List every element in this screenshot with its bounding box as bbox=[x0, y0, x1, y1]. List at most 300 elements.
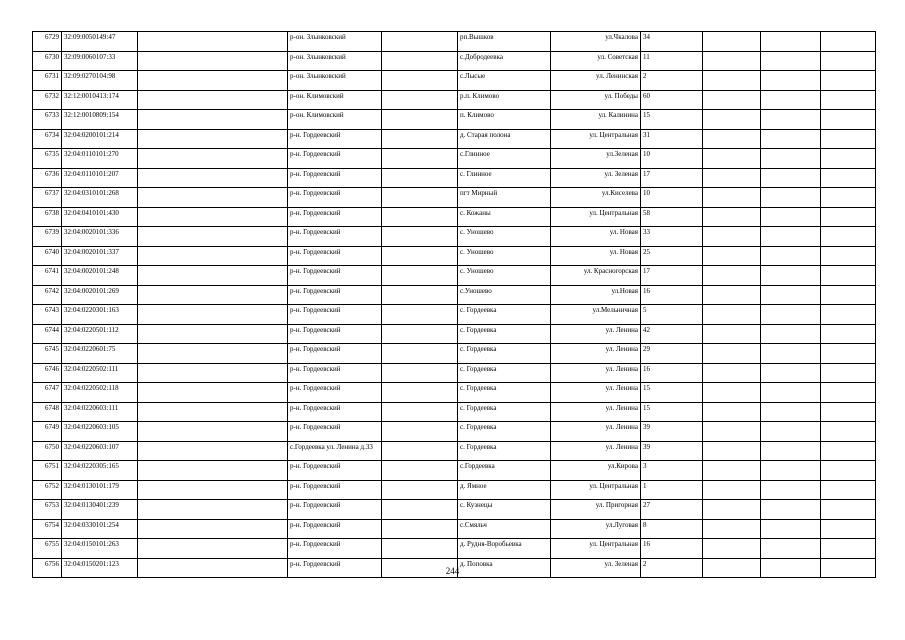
empty-cell-cell bbox=[761, 363, 821, 383]
settlement-cell: с. Гордеевка bbox=[458, 422, 551, 442]
row-number-cell: 6747 bbox=[33, 383, 62, 403]
district-cell: р-н. Гордеевский bbox=[288, 383, 382, 403]
street-cell: ул.Луговая bbox=[551, 519, 641, 539]
district-cell: р-н. Гордеевский bbox=[288, 149, 382, 169]
empty-cell-cell bbox=[703, 480, 761, 500]
empty-cell-cell bbox=[761, 480, 821, 500]
registry-table bbox=[32, 31, 876, 578]
empty-cell-cell bbox=[761, 207, 821, 227]
cadastral-number-cell: 32:04:0220502:111 bbox=[62, 363, 138, 383]
row-number-cell: 6746 bbox=[33, 363, 62, 383]
empty-cell-cell bbox=[821, 188, 876, 208]
row-number-cell: 6756 bbox=[33, 558, 62, 578]
empty-cell-cell bbox=[821, 90, 876, 110]
row-number-cell: 6734 bbox=[33, 129, 62, 149]
empty-cell-cell bbox=[703, 71, 761, 91]
cadastral-number-cell: 32:12:0010413:174 bbox=[62, 90, 138, 110]
street-cell: ул. Ленина bbox=[551, 344, 641, 364]
row-number-cell: 6750 bbox=[33, 441, 62, 461]
house-number-cell: 29 bbox=[641, 344, 703, 364]
district-cell: р-н. Гордеевский bbox=[288, 266, 382, 286]
settlement-cell: с.Лысые bbox=[458, 71, 551, 91]
district-cell: с.Гордеевка ул. Ленина д.33 bbox=[288, 441, 382, 461]
cadastral-number-cell: 32:04:0220603:105 bbox=[62, 422, 138, 442]
row-number-cell: 6741 bbox=[33, 266, 62, 286]
settlement-cell: с. Уношево bbox=[458, 246, 551, 266]
row-number-cell: 6754 bbox=[33, 519, 62, 539]
empty-cell-cell bbox=[761, 500, 821, 520]
empty-cell-cell bbox=[382, 480, 458, 500]
empty-cell-cell bbox=[821, 71, 876, 91]
district-cell: р-н. Гордеевский bbox=[288, 480, 382, 500]
empty-cell-cell bbox=[821, 422, 876, 442]
empty-cell-cell bbox=[761, 149, 821, 169]
district-cell: р-н. Гордеевский bbox=[288, 519, 382, 539]
street-cell: ул. Центральная bbox=[551, 207, 641, 227]
settlement-cell: с. Гордеевка bbox=[458, 363, 551, 383]
table-row bbox=[33, 71, 876, 91]
table-row bbox=[33, 422, 876, 442]
row-number-cell: 6739 bbox=[33, 227, 62, 247]
empty-cell-cell bbox=[382, 383, 458, 403]
street-cell: ул. Ленина bbox=[551, 324, 641, 344]
row-number-cell: 6752 bbox=[33, 480, 62, 500]
empty-cell-cell bbox=[382, 149, 458, 169]
house-number-cell: 10 bbox=[641, 188, 703, 208]
empty-cell-cell bbox=[821, 402, 876, 422]
empty-cell-cell bbox=[138, 402, 288, 422]
street-cell: ул. Ленина bbox=[551, 441, 641, 461]
house-number-cell: 42 bbox=[641, 324, 703, 344]
district-cell: р-н. Гордеевский bbox=[288, 227, 382, 247]
empty-cell-cell bbox=[821, 207, 876, 227]
cadastral-number-cell: 32:09:0060107:33 bbox=[62, 51, 138, 71]
cadastral-number-cell: 32:04:0020101:337 bbox=[62, 246, 138, 266]
table-row bbox=[33, 188, 876, 208]
street-cell: ул. Красногорская bbox=[551, 266, 641, 286]
settlement-cell: с.Гордеевка bbox=[458, 461, 551, 481]
empty-cell-cell bbox=[382, 110, 458, 130]
settlement-cell: с. Гордеевка bbox=[458, 324, 551, 344]
cadastral-number-cell: 32:04:0410101:430 bbox=[62, 207, 138, 227]
empty-cell-cell bbox=[703, 539, 761, 559]
settlement-cell: д. Рудня-Воробьевка bbox=[458, 539, 551, 559]
empty-cell-cell bbox=[382, 519, 458, 539]
district-cell: р-н. Гордеевский bbox=[288, 246, 382, 266]
empty-cell-cell bbox=[138, 519, 288, 539]
empty-cell-cell bbox=[382, 441, 458, 461]
empty-cell-cell bbox=[138, 90, 288, 110]
row-number-cell: 6731 bbox=[33, 71, 62, 91]
house-number-cell: 33 bbox=[641, 227, 703, 247]
empty-cell-cell bbox=[703, 32, 761, 52]
cadastral-number-cell: 32:04:0020101:248 bbox=[62, 266, 138, 286]
empty-cell-cell bbox=[382, 305, 458, 325]
empty-cell-cell bbox=[382, 539, 458, 559]
house-number-cell: 1 bbox=[641, 480, 703, 500]
street-cell: ул.Мельничная bbox=[551, 305, 641, 325]
empty-cell-cell bbox=[761, 246, 821, 266]
empty-cell-cell bbox=[703, 324, 761, 344]
table-row bbox=[33, 51, 876, 71]
empty-cell-cell bbox=[138, 461, 288, 481]
empty-cell-cell bbox=[703, 168, 761, 188]
settlement-cell: д. Ямное bbox=[458, 480, 551, 500]
empty-cell-cell bbox=[821, 32, 876, 52]
empty-cell-cell bbox=[382, 344, 458, 364]
empty-cell-cell bbox=[761, 71, 821, 91]
empty-cell-cell bbox=[703, 51, 761, 71]
empty-cell-cell bbox=[138, 500, 288, 520]
cadastral-number-cell: 32:04:0200101:214 bbox=[62, 129, 138, 149]
empty-cell-cell bbox=[382, 500, 458, 520]
empty-cell-cell bbox=[761, 266, 821, 286]
empty-cell-cell bbox=[761, 51, 821, 71]
empty-cell-cell bbox=[703, 402, 761, 422]
empty-cell-cell bbox=[761, 32, 821, 52]
table-row bbox=[33, 500, 876, 520]
settlement-cell: с. Гордеевка bbox=[458, 305, 551, 325]
row-number-cell: 6755 bbox=[33, 539, 62, 559]
street-cell: ул. Ленина bbox=[551, 383, 641, 403]
house-number-cell: 15 bbox=[641, 383, 703, 403]
row-number-cell: 6743 bbox=[33, 305, 62, 325]
district-cell: р-он. Климовский bbox=[288, 90, 382, 110]
table-row bbox=[33, 383, 876, 403]
empty-cell-cell bbox=[382, 246, 458, 266]
empty-cell-cell bbox=[821, 266, 876, 286]
district-cell: р-он. Злынковский bbox=[288, 71, 382, 91]
cadastral-number-cell: 32:04:0150201:123 bbox=[62, 558, 138, 578]
house-number-cell: 10 bbox=[641, 149, 703, 169]
house-number-cell: 34 bbox=[641, 32, 703, 52]
empty-cell-cell bbox=[761, 383, 821, 403]
row-number-cell: 6738 bbox=[33, 207, 62, 227]
table-row bbox=[33, 344, 876, 364]
street-cell: ул. Новая bbox=[551, 227, 641, 247]
cadastral-number-cell: 32:09:0050149:47 bbox=[62, 32, 138, 52]
empty-cell-cell bbox=[761, 110, 821, 130]
settlement-cell: рп.Вышков bbox=[458, 32, 551, 52]
row-number-cell: 6735 bbox=[33, 149, 62, 169]
empty-cell-cell bbox=[703, 519, 761, 539]
empty-cell-cell bbox=[703, 246, 761, 266]
table-row bbox=[33, 480, 876, 500]
district-cell: р-н. Гордеевский bbox=[288, 188, 382, 208]
district-cell: р-он. Климовский bbox=[288, 110, 382, 130]
table-row bbox=[33, 539, 876, 559]
house-number-cell: 16 bbox=[641, 285, 703, 305]
settlement-cell: д. Старая полона bbox=[458, 129, 551, 149]
settlement-cell: с. Гордеевка bbox=[458, 344, 551, 364]
settlement-cell: с.Уношево bbox=[458, 285, 551, 305]
street-cell: ул. Пригорная bbox=[551, 500, 641, 520]
empty-cell-cell bbox=[761, 188, 821, 208]
table-row bbox=[33, 168, 876, 188]
settlement-cell: с. Гордеевка bbox=[458, 402, 551, 422]
district-cell: р-н. Гордеевский bbox=[288, 402, 382, 422]
empty-cell-cell bbox=[821, 461, 876, 481]
cadastral-number-cell: 32:04:0220601:75 bbox=[62, 344, 138, 364]
empty-cell-cell bbox=[382, 461, 458, 481]
empty-cell-cell bbox=[703, 207, 761, 227]
empty-cell-cell bbox=[821, 363, 876, 383]
empty-cell-cell bbox=[821, 168, 876, 188]
settlement-cell: с. Кожаны bbox=[458, 207, 551, 227]
empty-cell-cell bbox=[382, 71, 458, 91]
empty-cell-cell bbox=[703, 188, 761, 208]
empty-cell-cell bbox=[138, 480, 288, 500]
empty-cell-cell bbox=[821, 441, 876, 461]
empty-cell-cell bbox=[761, 519, 821, 539]
cadastral-number-cell: 32:04:0220501:112 bbox=[62, 324, 138, 344]
cadastral-number-cell: 32:04:0310101:268 bbox=[62, 188, 138, 208]
cadastral-number-cell: 32:04:0130401:239 bbox=[62, 500, 138, 520]
settlement-cell: с. Гордеевка bbox=[458, 383, 551, 403]
cadastral-number-cell: 32:04:0220301:163 bbox=[62, 305, 138, 325]
table-row bbox=[33, 266, 876, 286]
empty-cell-cell bbox=[138, 305, 288, 325]
district-cell: р-н. Гордеевский bbox=[288, 207, 382, 227]
row-number-cell: 6737 bbox=[33, 188, 62, 208]
empty-cell-cell bbox=[703, 110, 761, 130]
empty-cell-cell bbox=[761, 129, 821, 149]
settlement-cell: д. Поповка bbox=[458, 558, 551, 578]
house-number-cell: 58 bbox=[641, 207, 703, 227]
empty-cell-cell bbox=[382, 422, 458, 442]
empty-cell-cell bbox=[821, 539, 876, 559]
house-number-cell: 8 bbox=[641, 519, 703, 539]
street-cell: ул. Центральная bbox=[551, 480, 641, 500]
row-number-cell: 6744 bbox=[33, 324, 62, 344]
row-number-cell: 6751 bbox=[33, 461, 62, 481]
empty-cell-cell bbox=[138, 71, 288, 91]
settlement-cell: с. Глинное bbox=[458, 168, 551, 188]
empty-cell-cell bbox=[382, 207, 458, 227]
table-row bbox=[33, 519, 876, 539]
empty-cell-cell bbox=[138, 207, 288, 227]
cadastral-number-cell: 32:04:0220502:118 bbox=[62, 383, 138, 403]
empty-cell-cell bbox=[382, 227, 458, 247]
table-row bbox=[33, 363, 876, 383]
house-number-cell: 31 bbox=[641, 129, 703, 149]
district-cell: р-н. Гордеевский bbox=[288, 285, 382, 305]
settlement-cell: с. Уношево bbox=[458, 227, 551, 247]
empty-cell-cell bbox=[703, 422, 761, 442]
district-cell: р-он. Злынковский bbox=[288, 32, 382, 52]
street-cell: ул. Зеленая bbox=[551, 168, 641, 188]
empty-cell-cell bbox=[138, 422, 288, 442]
house-number-cell: 5 bbox=[641, 305, 703, 325]
settlement-cell: с.Добродеевка bbox=[458, 51, 551, 71]
empty-cell-cell bbox=[821, 51, 876, 71]
house-number-cell: 39 bbox=[641, 422, 703, 442]
empty-cell-cell bbox=[821, 383, 876, 403]
empty-cell-cell bbox=[821, 110, 876, 130]
district-cell: р-н. Гордеевский bbox=[288, 324, 382, 344]
empty-cell-cell bbox=[821, 246, 876, 266]
street-cell: ул. Калинина bbox=[551, 110, 641, 130]
empty-cell-cell bbox=[382, 32, 458, 52]
empty-cell-cell bbox=[821, 324, 876, 344]
empty-cell-cell bbox=[138, 110, 288, 130]
empty-cell-cell bbox=[821, 344, 876, 364]
settlement-cell: пгт Мирный bbox=[458, 188, 551, 208]
row-number-cell: 6729 bbox=[33, 32, 62, 52]
street-cell: ул. Ленина bbox=[551, 402, 641, 422]
street-cell: ул. Ленина bbox=[551, 363, 641, 383]
empty-cell-cell bbox=[821, 129, 876, 149]
empty-cell-cell bbox=[821, 285, 876, 305]
district-cell: р-он. Злынковский bbox=[288, 51, 382, 71]
empty-cell-cell bbox=[761, 461, 821, 481]
empty-cell-cell bbox=[138, 539, 288, 559]
settlement-cell: с. Уношево bbox=[458, 266, 551, 286]
empty-cell-cell bbox=[761, 441, 821, 461]
empty-cell-cell bbox=[138, 188, 288, 208]
empty-cell-cell bbox=[138, 285, 288, 305]
table-row bbox=[33, 32, 876, 52]
cadastral-number-cell: 32:04:0330101:254 bbox=[62, 519, 138, 539]
street-cell: ул.Чкалова bbox=[551, 32, 641, 52]
table-row bbox=[33, 305, 876, 325]
empty-cell-cell bbox=[382, 266, 458, 286]
table-row bbox=[33, 324, 876, 344]
cadastral-number-cell: 32:12:0010809:154 bbox=[62, 110, 138, 130]
house-number-cell: 3 bbox=[641, 461, 703, 481]
settlement-cell: с. Гордеевка bbox=[458, 441, 551, 461]
empty-cell-cell bbox=[703, 266, 761, 286]
table-row bbox=[33, 402, 876, 422]
house-number-cell: 16 bbox=[641, 539, 703, 559]
settlement-cell: с. Кузнецы bbox=[458, 500, 551, 520]
empty-cell-cell bbox=[382, 324, 458, 344]
empty-cell-cell bbox=[138, 227, 288, 247]
street-cell: ул.Киселева bbox=[551, 188, 641, 208]
street-cell: ул. Победы bbox=[551, 90, 641, 110]
empty-cell-cell bbox=[703, 149, 761, 169]
empty-cell-cell bbox=[138, 363, 288, 383]
empty-cell-cell bbox=[382, 129, 458, 149]
empty-cell-cell bbox=[382, 402, 458, 422]
empty-cell-cell bbox=[821, 519, 876, 539]
empty-cell-cell bbox=[138, 51, 288, 71]
cadastral-number-cell: 32:04:0220305:165 bbox=[62, 461, 138, 481]
settlement-cell: с.Глинное bbox=[458, 149, 551, 169]
empty-cell-cell bbox=[703, 363, 761, 383]
empty-cell-cell bbox=[703, 227, 761, 247]
house-number-cell: 2 bbox=[641, 558, 703, 578]
street-cell: ул. Центральная bbox=[551, 539, 641, 559]
street-cell: ул. Ленинская bbox=[551, 71, 641, 91]
district-cell: р-н. Гордеевский bbox=[288, 344, 382, 364]
empty-cell-cell bbox=[821, 149, 876, 169]
street-cell: ул.Кирова bbox=[551, 461, 641, 481]
empty-cell-cell bbox=[138, 168, 288, 188]
cadastral-number-cell: 32:04:0110101:207 bbox=[62, 168, 138, 188]
page-number: 244 bbox=[445, 566, 460, 576]
house-number-cell: 17 bbox=[641, 168, 703, 188]
house-number-cell: 15 bbox=[641, 110, 703, 130]
row-number-cell: 6732 bbox=[33, 90, 62, 110]
row-number-cell: 6749 bbox=[33, 422, 62, 442]
empty-cell-cell bbox=[761, 285, 821, 305]
district-cell: р-н. Гордеевский bbox=[288, 129, 382, 149]
table-row bbox=[33, 110, 876, 130]
house-number-cell: 16 bbox=[641, 363, 703, 383]
table-row bbox=[33, 441, 876, 461]
cadastral-number-cell: 32:04:0110101:270 bbox=[62, 149, 138, 169]
district-cell: р-н. Гордеевский bbox=[288, 539, 382, 559]
empty-cell-cell bbox=[761, 324, 821, 344]
district-cell: р-н. Гордеевский bbox=[288, 305, 382, 325]
row-number-cell: 6748 bbox=[33, 402, 62, 422]
empty-cell-cell bbox=[138, 246, 288, 266]
empty-cell-cell bbox=[382, 285, 458, 305]
cadastral-number-cell: 32:04:0220603:107 bbox=[62, 441, 138, 461]
cadastral-number-cell: 32:04:0020101:269 bbox=[62, 285, 138, 305]
settlement-cell: р.п. Климово bbox=[458, 90, 551, 110]
empty-cell-cell bbox=[761, 344, 821, 364]
table-row bbox=[33, 461, 876, 481]
house-number-cell: 15 bbox=[641, 402, 703, 422]
cadastral-number-cell: 32:04:0130101:179 bbox=[62, 480, 138, 500]
empty-cell-cell bbox=[703, 129, 761, 149]
empty-cell-cell bbox=[761, 305, 821, 325]
empty-cell-cell bbox=[821, 480, 876, 500]
empty-cell-cell bbox=[761, 422, 821, 442]
district-cell: р-н. Гордеевский bbox=[288, 558, 382, 578]
empty-cell-cell bbox=[703, 383, 761, 403]
empty-cell-cell bbox=[382, 168, 458, 188]
cadastral-number-cell: 32:09:0270104:98 bbox=[62, 71, 138, 91]
settlement-cell: п. Климово bbox=[458, 110, 551, 130]
table-row bbox=[33, 207, 876, 227]
empty-cell-cell bbox=[703, 285, 761, 305]
cadastral-number-cell: 32:04:0020101:336 bbox=[62, 227, 138, 247]
empty-cell-cell bbox=[138, 266, 288, 286]
house-number-cell: 39 bbox=[641, 441, 703, 461]
district-cell: р-н. Гордеевский bbox=[288, 168, 382, 188]
table-row bbox=[33, 227, 876, 247]
house-number-cell: 2 bbox=[641, 71, 703, 91]
empty-cell-cell bbox=[138, 149, 288, 169]
empty-cell-cell bbox=[761, 168, 821, 188]
row-number-cell: 6742 bbox=[33, 285, 62, 305]
table-row bbox=[33, 246, 876, 266]
empty-cell-cell bbox=[703, 90, 761, 110]
empty-cell-cell bbox=[703, 461, 761, 481]
empty-cell-cell bbox=[761, 539, 821, 559]
house-number-cell: 11 bbox=[641, 51, 703, 71]
empty-cell-cell bbox=[382, 188, 458, 208]
empty-cell-cell bbox=[382, 90, 458, 110]
settlement-cell: с.Смяльч bbox=[458, 519, 551, 539]
street-cell: ул. Новая bbox=[551, 246, 641, 266]
table-row bbox=[33, 149, 876, 169]
house-number-cell: 60 bbox=[641, 90, 703, 110]
street-cell: ул. Зеленая bbox=[551, 558, 641, 578]
empty-cell-cell bbox=[703, 441, 761, 461]
empty-cell-cell bbox=[821, 227, 876, 247]
empty-cell-cell bbox=[703, 305, 761, 325]
district-cell: р-н. Гордеевский bbox=[288, 461, 382, 481]
cadastral-number-cell: 32:04:0150101:263 bbox=[62, 539, 138, 559]
empty-cell-cell bbox=[821, 305, 876, 325]
table-row bbox=[33, 90, 876, 110]
row-number-cell: 6733 bbox=[33, 110, 62, 130]
empty-cell-cell bbox=[138, 441, 288, 461]
